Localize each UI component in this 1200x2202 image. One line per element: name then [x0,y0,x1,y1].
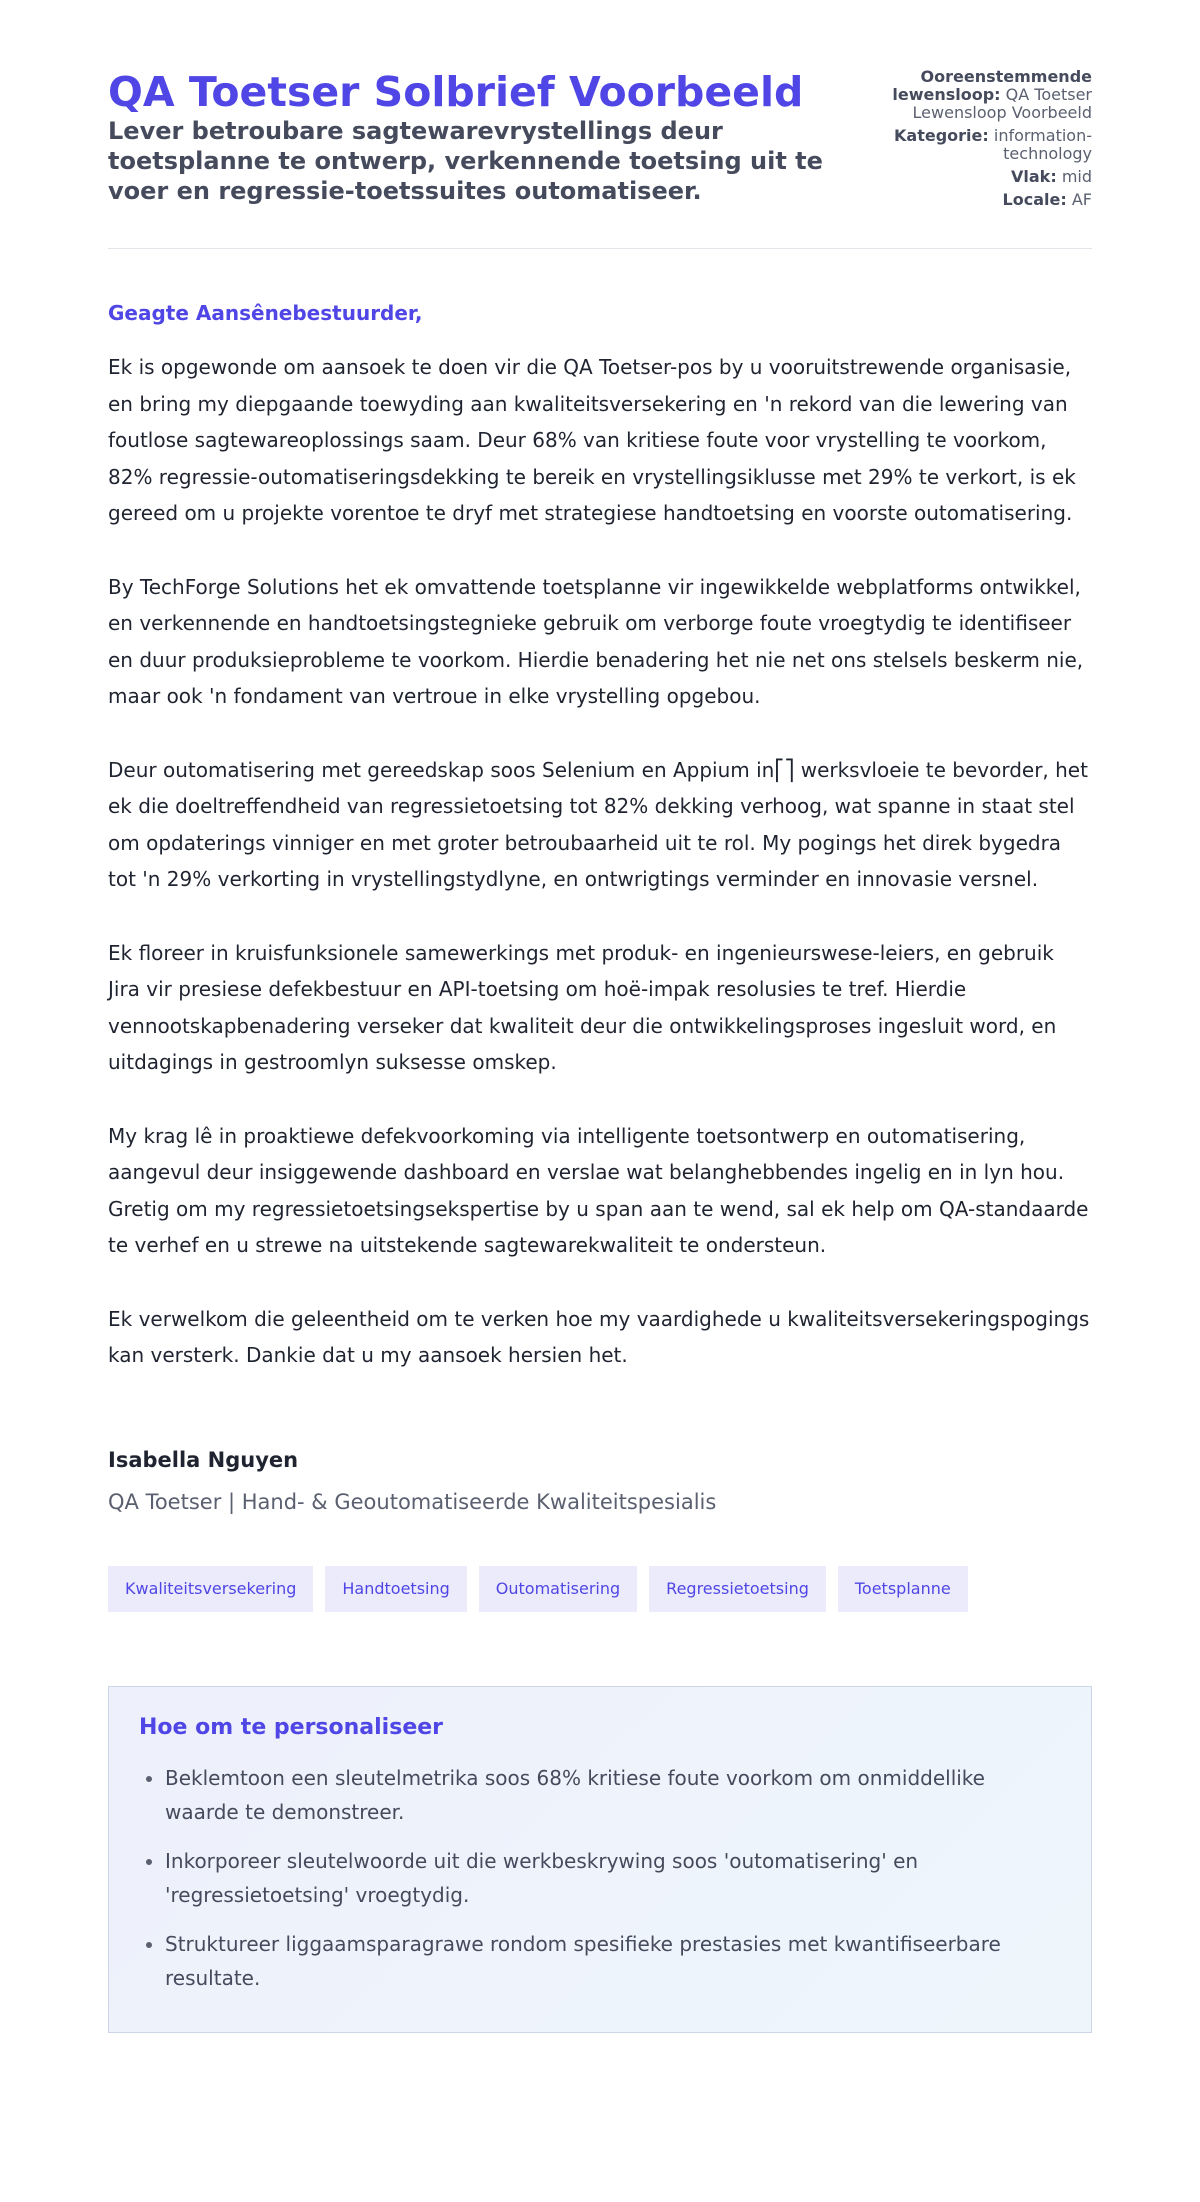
meta-matching-resume [852,68,1092,122]
body-paragraph: My krag lê in proaktiewe defekvoorkoming via intelligente toetsontwerp en outomatisering, aangevul deur insiggewende dashboard en verslae wat belanghebbendes ingelig en in lyn hou. Gretig om my regressietoetsingsekspertise by u span aan te wend, sal ek help om QA-standaarde te verhef en u strewe na uitstekende sagtewarekwaliteit te ondersteun. [108,1123,1089,1257]
meta-value: mid [1061,167,1092,186]
meta-label: Locale: [1002,190,1067,209]
meta-label: Ooreenstemmende lewensloop: [892,67,1092,104]
body-paragraph: Deur outomatisering met gereedskap soos Selenium en Appium in⎡⎤ werksvloeie te bevorder, het ek die doeltreffendheid van regressietoetsing tot 82% dekking verhoog, wat spanne in staat stel om opdaterings vinniger en met groter betroubaarheid uit te rol. My pogings het direk bygedra tot 'n 29% verkorting in vrystellingstydlyne, en ontwrigtings verminder en innovasie versnel. [108,757,1088,891]
tip-item: • Struktureer liggaamsparagrawe rondom spesifieke prestasies met kwantifiseerbare resultate. [165,1927,1061,1995]
skill-tag: Regressietoetsing [649,1566,826,1612]
meta-value: QA Toetser Lewensloop Voorbeeld [912,85,1092,122]
tip-item: • Inkorporeer sleutelwoorde uit die werkbeskrywing soos 'outomatisering' en 'regressietoetsing' vroegtydig. [165,1844,1061,1912]
meta-value: AF [1071,190,1092,209]
meta-locale [852,191,1092,209]
personalize-tips-box [108,1686,1092,2033]
letter-body [108,349,1092,1374]
body-paragraph: Ek floreer in kruisfunksionele samewerkings met produk- en ingenieurswese-leiers, en gebruik Jira vir presiese defekbestuur en API-toetsing om hoë-impak resolusies te tref. Hierdie vennootskapbenadering verseker dat kwaliteit deur die ontwikkelingsproses ingesluit word, en uitdagings in gestroomlyn suksesse omskep. [108,940,1057,1074]
skill-tag: Toetsplanne [838,1566,968,1612]
meta-level [852,168,1092,186]
meta-label: Vlak: [1011,167,1057,186]
skill-tag: Kwaliteitsversekering [108,1566,313,1612]
signature-role: QA Toetser | Hand- & Geoutomatiseerde Kwaliteitspesialis [108,1489,717,1514]
skill-tag: Outomatisering [479,1566,637,1612]
signature-name: Isabella Nguyen [108,1447,299,1472]
meta-value: information-technology [993,126,1092,163]
page-subtitle: Lever betroubare sagtewarevrystellings deur toetsplanne te ontwerp, verkennende toetsing uit te voer en regressie-toetssuites outomatiseer. [108,117,823,205]
tips-title: Hoe om te personaliseer [139,1714,444,1740]
body-paragraph: Ek verwelkom die geleentheid om te verken hoe my vaardighede u kwaliteitsversekeringspogings kan versterk. Dankie dat u my aansoek hersien het. [108,1306,1090,1367]
skill-tags [108,1566,1092,1612]
meta-info [852,68,1092,214]
meta-label: Kategorie: [894,126,989,145]
skill-tag: Handtoetsing [325,1566,466,1612]
body-paragraph: Ek is opgewonde om aansoek te doen vir die QA Toetser-pos by u vooruitstrewende organisasie, en bring my diepgaande toewyding aan kwaliteitsversekering en 'n rekord van die lewering van foutlose sagtewareoplossings saam. Deur 68% van kritiese foute voor vrystelling te voorkom, 82% regressie-outomatiseringsdekking te bereik en vrystellingsiklusse met 29% te verkort, is ek gereed om u projekte vorentoe te dryf met strategiese handtoetsing en voorste outomatisering. [108,355,1076,525]
page-title: QA Toetser Solbrief Voorbeeld [108,68,804,116]
tip-item: • Beklemtoon een sleutelmetrika soos 68% kritiese foute voorkom om onmiddellike waarde te demonstreer. [165,1761,1061,1829]
header-titles [108,68,848,206]
salutation: Geagte Aansênebestuurder, [108,301,423,325]
meta-category [852,127,1092,163]
page-header [108,68,1092,249]
body-paragraph: By TechForge Solutions het ek omvattende toetsplanne vir ingewikkelde webplatforms ontwikkel, en verkennende en handtoetsingstegnieke gebruik om verborge foute vroegtydig te identifiseer en duur produksieprobleme te voorkom. Hierdie benadering het nie net ons stelsels beskerm nie, maar ook 'n fondament van vertroue in elke vrystelling opgebou. [108,574,1084,708]
tips-list [139,1761,1061,1995]
